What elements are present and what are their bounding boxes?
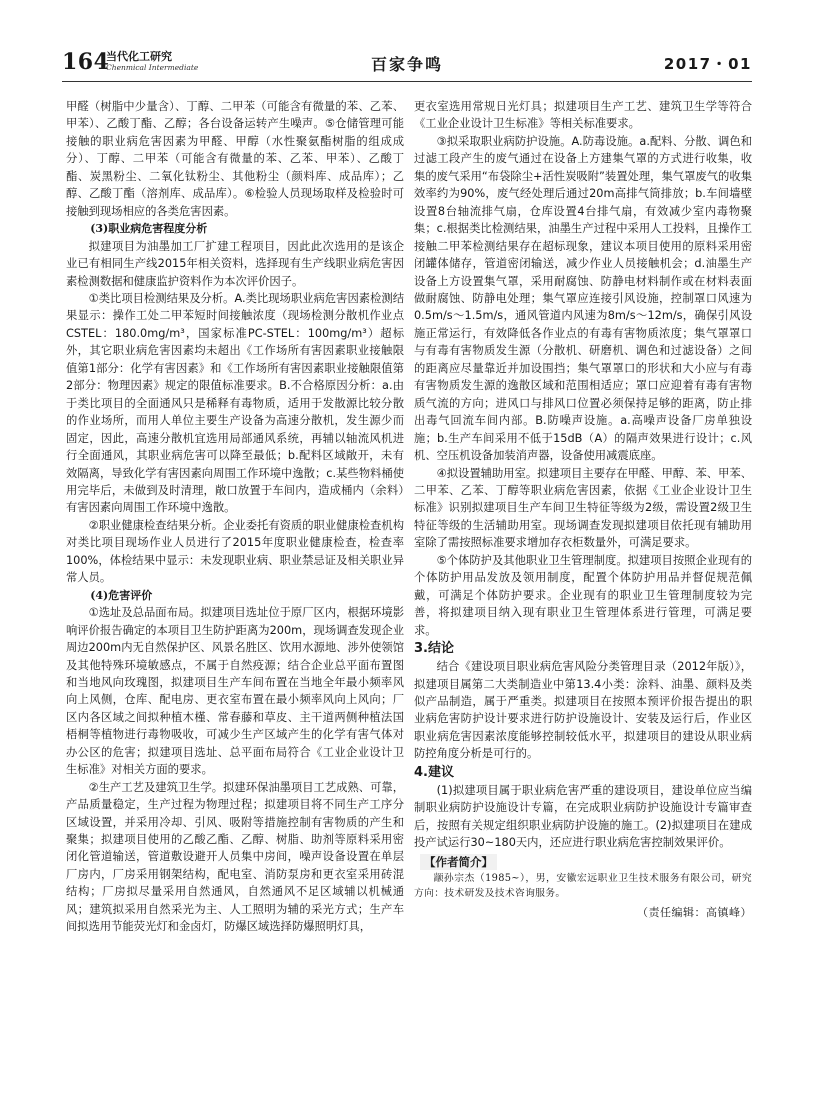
section-title: 百家争鸣 — [370, 55, 443, 74]
paragraph-hazards-cont: 甲醛（树脂中少量含）、丁醇、二甲苯（可能含有微量的苯、乙苯、甲苯）、乙酸丁酯、乙醇；各台设备运转产生噪声。⑤仓储管理可能接触的职业病危害因素为甲醛、甲醇（水性聚氨酯树脂的组成成分）、丁醇、二甲苯（可能含有微量的苯、乙苯、甲苯）、乙酸丁酯、炭黑粉尘、二氧化钛粉尘、其他粉尘（颜料库、成品库）；乙醇、乙酸丁酯（溶剂库、成品库）。⑥检验人员现场取样及检验时可接触到现场相应的各类危害因素。 — [66, 100, 404, 218]
paragraph-conclusion: 结合《建设项目职业病危害风险分类管理目录（2012年版）》，拟建项目属第二大类制造业中第13.4小类：涂料、油墨、颜料及类似产品制造，属于严重类。拟建项目在按照本预评价报告提出的职业病危害防护设计要求进行防护设施设计、安装及运行后，作业区职业病危害因素浓度能够控制较低水平，拟建项目的建设从职业病防控角度分析是可行的。 — [414, 660, 752, 761]
right-column — [414, 98, 752, 921]
paragraph-site-layout: ①选址及总品面布局。拟建项目选址位于原厂区内，根据环境影响评价报告确定的本项目卫生防护距离为200m，现场调查发现企业周边200m内无自然保护区、风景名胜区、饮用水源地、涉外使领馆及其他特殊环境敏感点，不属于自然疫源；结合企业总平面布置图和当地风向玫瑰图，拟建项目生产车间布置在当地全年最小频率风向上风侧，仓库、配电房、更衣室布置在最小频率风向上风向；厂区内各区域之间拟种植木槿、常春藤和草皮、主干道两侧种植法国梧桐等植物进行毒物吸收，可减少生产区域产生的化学有害气体对办公区的危害；拟建项目选址、总平面布局符合《工业企业设计卫生标准》对相关方面的要求。 — [66, 606, 404, 777]
paragraph-health-check: ②职业健康检查结果分析。企业委托有资质的职业健康检查机构对类比项目现场作业人员进行了2015年度职业健康检查，检查率100%，体检结果中显示：未发现职业病、职业禁忌证及相关职业异常人员。 — [66, 518, 404, 585]
issue-date: 2017・01 — [663, 55, 752, 73]
paragraph-auxiliary-rooms: ④拟设置辅助用室。拟建项目主要存在甲醛、甲醇、苯、甲苯、二甲苯、乙苯、丁醇等职业病危害因素，依据《工业企业设计卫生标准》识别拟建项目生产车间卫生特征等级为2级，需设置2级卫生特征等级的生活辅助用室。现场调查发现拟建项目依托现有辅助用室除了需按照标准要求增加存衣柜数量外，可满足要求。 — [414, 466, 752, 550]
paragraph-degree-intro: 拟建项目为油墨加工厂扩建工程项目，因此此次选用的是该企业已有相同生产线2015年相关资料，选择现有生产线职业病危害因素检测数据和健康监护资料作为本次评价因子。 — [66, 239, 404, 288]
author-bio-title: 【作者简介】 — [420, 854, 497, 870]
heading-conclusion: 3.结论 — [414, 641, 454, 657]
paragraph-suggestions: (1)拟建项目属于职业病危害严重的建设项目，建设单位应当编制职业病防护设施设计专篇，在完成职业病防护设施设计专篇审查后，按照有关规定组织职业病防护设施的施工。(2)拟建项目在建成投产试运行30~180天内，还应进行职业病危害控制效果评价。 — [414, 783, 752, 850]
journal-name-en: Chenmical Intermediate — [106, 63, 199, 72]
responsible-editor: （责任编辑：高镇峰） — [637, 906, 752, 920]
page-number: 164 — [62, 49, 110, 75]
page-header — [62, 47, 752, 82]
paragraph-process-building: ②生产工艺及建筑卫生学。拟建环保油墨项目工艺成熟、可靠，产品质量稳定，生产过程为物理过程；拟建项目将不同生产工序分区域设置，并采用冷却、引风、吸附等措施控制有害物质的产生和聚集；拟建项目使用的乙酸乙酯、乙醇、树脂、助剂等原料采用密闭化管道输送，管道敷设避开人员集中房间，噪声设备设置在单层厂房内，厂房采用钢架结构，配电室、消防泵房和更衣室采用砖混结构；厂房拟尽量采用自然通风，自然通风不足区域辅以机械通风；建筑拟采用自然采光为主、人工照明为辅的采光方式；生产车间拟选用节能荧光灯和金卤灯，防爆区域选择防爆照明灯具， — [66, 780, 404, 934]
paragraph-personal-protection: ⑤个体防护及其他职业卫生管理制度。拟建项目按照企业现有的个体防护用品发放及领用制度，配置个体防护用品并督促规范佩戴，可满足个体防护要求。企业现有的职业卫生管理制度较为完善，将拟建项目纳入现有职业卫生管理体系进行管理，可满足要求。 — [414, 553, 752, 637]
heading-suggestions: 4.建议 — [414, 764, 454, 780]
left-column — [66, 98, 404, 936]
paragraph-process-cont: 更衣室选用常规日光灯具；拟建项目生产工艺、建筑卫生学等符合《工业企业设计卫生标准》等相关标准要求。 — [414, 100, 752, 131]
heading-hazard-degree: (3)职业病危害程度分析 — [90, 222, 208, 236]
journal-name-cn: 当代化工研究 — [106, 50, 172, 63]
paragraph-protection-facilities: ③拟采取职业病防护设施。A.防毒设施。a.配料、分散、调色和过滤工段产生的废气通过在设备上方建集气罩的方式进行收集，收集的废气采用“布袋除尘+活性炭吸附”装置处理，集气罩废气的收集效率约为90%，废气经处理后通过20m高排气筒排放；b.车间墙壁设置8台轴流排气扇，仓库设置4台排气扇，有效减少室内毒物聚集；c.根据类比检测结果，油墨生产过程中采用人工投料，且操作工接触二甲苯检测结果存在超标现象，建议本项目使用的原料采用密闭罐体储存，管道密闭输送，减少作业人员接触机会；d.油墨生产设备上方设置集气罩，采用耐腐蚀、防静电材料制作或在材料表面做耐腐蚀、防静电处理；集气罩应连接引风设施，控制罩口风速为0.5m/s～1.5m/s，通风管道内风速为8m/s～12m/s，确保引风设施正常运行，有效降低各作业点的有毒有害物质浓度；集气罩罩口与有毒有害物质发生源（分散机、研磨机、调色和过滤设备）之间的距离应尽量靠近并加设围挡；集气罩罩口的形状和大小应与有毒有害物质发生源的逸散区域和范围相适应；罩口应迎着有毒有害物质气流的方向；进风口与排风口位置必须保持足够的距离，防止排出毒气回流车间内部。B.防噪声设施。a.高噪声设备厂房单独设施；b.生产车间采用不低于15dB（A）的隔声效果进行设计；c.风机、空压机设备加装消声器，设备使用减震底座。 — [414, 134, 752, 463]
heading-hazard-evaluation: (4)危害评价 — [90, 588, 153, 602]
author-bio-text: 颛孙宗杰（1985~），男，安徽宏远职业卫生技术服务有限公司，研究方向：技术研发及技术咨询服务。 — [414, 873, 752, 900]
paragraph-detection-results: ①类比项目检测结果及分析。A.类比现场职业病危害因素检测结果显示：操作工处二甲苯短时间接触浓度（现场检测分散机作业点CSTEL：180.0mg/m³，国家标准PC-STEL：100mg/m³）超标外，其它职业病危害因素均未超出《工作场所有害因素职业接触限值第1部分：化学有害因素》和《工作场所有害因素职业接触限值第2部分：物理因素》规定的限值标准要求。B.不合格原因分析：a.由于类比项目的全面通风只是稀释有毒物质，适用于发散源比较分散的作业场所，而用人单位主要生产设备为高速分散机，发生源少而固定，因此，高速分散机宜选用局部通风系统，再辅以轴流风机进行全面通风，其职业病危害可以降至最低；b.配料区域敞开，未有效隔离，导致化学有害因素向周围工作环境中逸散；c.某些物料桶使用完毕后，未做到及时清理，敞口放置于车间内，造成桶内（余料）有害因素向周围工作环境中逸散。 — [66, 291, 404, 515]
